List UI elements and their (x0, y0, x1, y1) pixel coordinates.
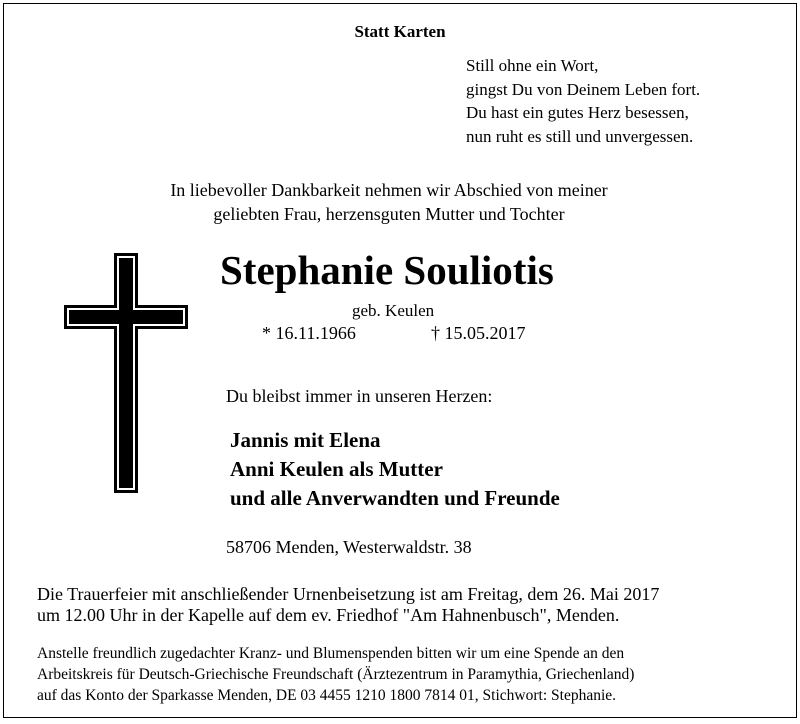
ceremony-info (37, 584, 659, 626)
deceased-name: Stephanie Souliotis (220, 247, 554, 293)
intro-line: geliebten Frau, herzensguten Mutter und Tochter (213, 204, 565, 224)
address: 58706 Menden, Westerwaldstr. 38 (226, 537, 472, 557)
obituary-notice (3, 3, 797, 718)
mourners-list (230, 426, 560, 513)
donation-line: Arbeitskreis für Deutsch-Griechische Freundschaft (Ärztezentrum in Paramythia, Griechenland) (37, 666, 635, 683)
remain-line: Du bleibst immer in unseren Herzen: (226, 386, 493, 406)
birth-date: * 16.11.1966 (262, 323, 356, 343)
poem-line: Still ohne ein Wort, (466, 56, 599, 75)
header-statt-karten: Statt Karten (354, 22, 446, 41)
donation-line: auf das Konto der Sparkasse Menden, DE 03 4455 1210 1800 7814 01, Stichwort: Stephanie. (37, 687, 617, 704)
death-date: † 15.05.2017 (431, 323, 526, 343)
intro-line: In liebevoller Dankbarkeit nehmen wir Abschied von meiner (170, 180, 608, 200)
intro-text (4, 178, 774, 226)
mourner: Jannis mit Elena (230, 428, 381, 452)
mourner: und alle Anverwandten und Freunde (230, 486, 560, 510)
ceremony-line: um 12.00 Uhr in der Kapelle auf dem ev. Friedhof "Am Hahnenbusch", Menden. (37, 605, 620, 625)
poem-line: nun ruht es still und unvergessen. (466, 126, 694, 146)
ceremony-line: Die Trauerfeier mit anschließender Urnenbeisetzung ist am Freitag, dem 26. Mai 2017 (37, 584, 660, 604)
maiden-name: geb. Keulen (352, 301, 435, 320)
poem (466, 54, 700, 148)
cross-icon (64, 253, 188, 493)
donation-info (37, 643, 634, 706)
poem-line: gingst Du von Deinem Leben fort. (466, 79, 701, 99)
donation-line: Anstelle freundlich zugedachter Kranz- und Blumenspenden bitten wir um eine Spende an den (37, 645, 625, 662)
mourner: Anni Keulen als Mutter (230, 457, 443, 481)
poem-line: Du hast ein gutes Herz besessen, (466, 103, 689, 122)
